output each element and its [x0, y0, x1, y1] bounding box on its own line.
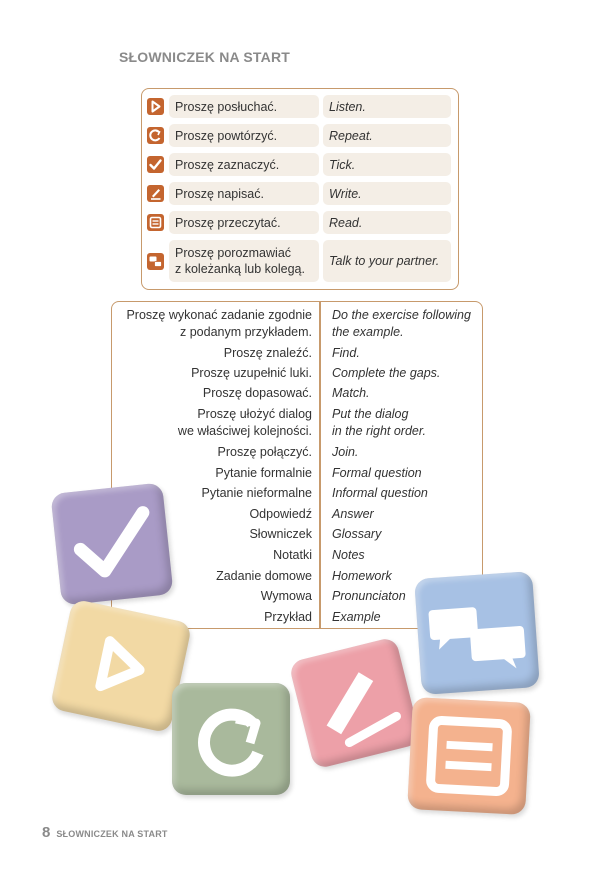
- glossary-en: Answer: [332, 507, 374, 521]
- tick-icon: [147, 156, 164, 173]
- listen-icon: [147, 98, 164, 115]
- instruction-row: [147, 211, 451, 234]
- glossary-en: Example: [332, 610, 381, 624]
- glossary-pl: Wymowa: [260, 589, 312, 603]
- footer-label: SŁOWNICZEK NA START: [56, 829, 168, 839]
- repeat-icon: [147, 127, 164, 144]
- instruction-pl: Proszę powtórzyć.: [169, 124, 319, 147]
- glossary-pl: Proszę uzupełnić luki.: [191, 366, 312, 380]
- glossary-en: Formal question: [332, 466, 422, 480]
- glossary-en: Pronunciaton: [332, 589, 406, 603]
- page-number: 8: [42, 824, 51, 841]
- talk-icon: [414, 571, 540, 695]
- glossary-en: Informal question: [332, 486, 428, 500]
- read-icon: [407, 697, 531, 815]
- tick-tile: [50, 482, 173, 605]
- glossary-pl: Pytanie formalnie: [215, 466, 312, 480]
- repeat-icon: [172, 683, 290, 795]
- instruction-pl-line: Proszę porozmawiać: [175, 246, 292, 260]
- instruction-en: Talk to your partner.: [323, 240, 451, 282]
- glossary-pl: Proszę ułożyć dialog we właściwej kolejności.: [177, 407, 312, 438]
- glossary-pl: Słowniczek: [249, 527, 312, 541]
- tick-icon: [50, 482, 173, 605]
- instruction-pl: Proszę napisać.: [169, 182, 319, 205]
- glossary-pl: Zadanie domowe: [216, 569, 312, 583]
- listen-icon: [50, 599, 193, 734]
- instruction-en: Listen.: [323, 95, 451, 118]
- glossary-en: Homework: [332, 569, 392, 583]
- instruction-row: [147, 240, 451, 282]
- glossary-pl: Odpowiedź: [249, 507, 312, 521]
- glossary-pl: Pytanie nieformalne: [201, 486, 312, 500]
- glossary-en: Match.: [332, 386, 370, 400]
- glossary-en: Complete the gaps.: [332, 366, 441, 380]
- read-icon: [147, 214, 164, 231]
- instruction-en: Tick.: [323, 153, 451, 176]
- instruction-pl: Proszę przeczytać.: [169, 211, 319, 234]
- glossary-pl: Proszę znaleźć.: [223, 346, 312, 360]
- glossary-en: Find.: [332, 346, 360, 360]
- glossary-pl: Proszę wykonać zadanie zgodnie z podanym przykładem.: [126, 308, 312, 339]
- glossary-pl: Proszę połączyć.: [217, 445, 312, 459]
- instruction-en: Repeat.: [323, 124, 451, 147]
- instruction-pl-line: z koleżanką lub kolegą.: [175, 262, 305, 276]
- instruction-en: Read.: [323, 211, 451, 234]
- glossary-pl: Proszę dopasować.: [202, 386, 312, 400]
- page-title: SŁOWNICZEK NA START: [119, 49, 291, 65]
- glossary-pl: Przykład: [264, 610, 312, 624]
- column-divider: [319, 301, 321, 629]
- instruction-pl: Proszę posłuchać.: [169, 95, 319, 118]
- instruction-pl: Proszę zaznaczyć.: [169, 153, 319, 176]
- instruction-row: [147, 153, 451, 176]
- write-tile: [288, 636, 421, 769]
- page-footer: [42, 824, 168, 841]
- talk-icon: [147, 253, 164, 270]
- instruction-pl: [169, 240, 319, 282]
- listen-tile: [50, 599, 193, 734]
- glossary-pl: Notatki: [273, 548, 312, 562]
- write-icon: [147, 185, 164, 202]
- glossary-en: Join.: [332, 445, 359, 459]
- instruction-en: Write.: [323, 182, 451, 205]
- repeat-tile: [172, 683, 290, 795]
- instruction-row: [147, 182, 451, 205]
- glossary-en: Do the exercise following the example.: [332, 308, 471, 339]
- write-icon: [288, 636, 421, 769]
- glossary-en: Glossary: [332, 527, 382, 541]
- instruction-row: [147, 124, 451, 147]
- glossary-en: Put the dialog in the right order.: [332, 407, 427, 438]
- read-tile: [407, 697, 531, 815]
- talk-tile: [414, 571, 540, 695]
- instruction-row: [147, 95, 451, 118]
- glossary-en: Notes: [332, 548, 365, 562]
